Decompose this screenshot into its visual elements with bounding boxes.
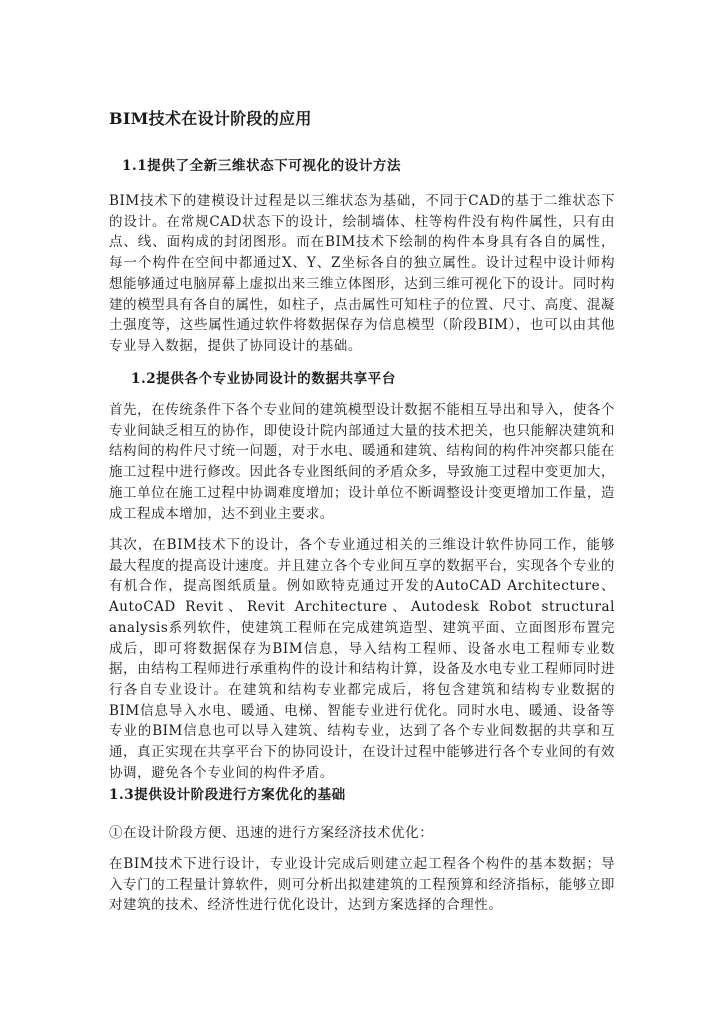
section-1-2-paragraph-2: 其次，在BIM技术下的设计，各个专业通过相关的三维设计软件协同工作，能够最大程度的提高设计速度。并且建立各个专业间互享的数据平台，实现各个专业的有机合作，提高图纸质量。例如欧特克通过开发的AutoCAD Architecture、AutoCAD Revit、Revit Architecture、Autodesk Robot structural analysis系列软件，使建筑工程师在完成建筑造型、建筑平面、立面图形布置完成后，即可将数据保存为BIM信息，导入结构工程师、设备水电工程师专业数据，由结构工程师进行承重构件的设计和结构计算，设备及水电专业工程师同时进行各自专业设计。在建筑和结构专业都完成后，将包含建筑和结构专业数据的BIM信息导入水电、暖通、电梯、智能专业进行优化。同时水电、暖通、设备等专业的BIM信息也可以导入建筑、结构专业，达到了各个专业间数据的共享和互通，真正实现在共享平台下的协同设计，在设计过程中能够进行各个专业间的有效协调，避免各个专业间的构件矛盾。 (109, 537, 615, 781)
section-1-2-heading: 1.2提供各个专业协同设计的数据共享平台 (131, 371, 396, 387)
section-1-1-paragraph: BIM技术下的建模设计过程是以三维状态为基础，不同于CAD的基于二维状态下的设计。在常规CAD状态下的设计，绘制墙体、柱等构件没有构件属性，只有由点、线、面构成的封闭图形。而在BIM技术下绘制的构件本身具有各自的属性，每一个构件在空间中都通过X、Y、Z坐标各自的独立属性。设计过程中设计师构想能够通过电脑屏幕上虚拟出来三维立体图形，达到三维可视化下的设计。同时构建的模型具有各自的属性，如柱子，点击属性可知柱子的位置、尺寸、高度、混凝土强度等，这些属性通过软件将数据保存为信息模型（阶段BIM），也可以由其他专业导入数据，提供了协同设计的基础。 (109, 193, 615, 354)
document-title: BIM技术在设计阶段的应用 (109, 109, 312, 128)
section-1-3-heading: 1.3提供设计阶段进行方案优化的基础 (109, 787, 346, 803)
section-1-1-heading: 1.1提供了全新三维状态下可视化的设计方法 (122, 158, 402, 174)
section-1-3-paragraph: 在BIM技术下进行设计，专业设计完成后则建立起工程各个构件的基本数据；导入专门的工程量计算软件，则可分析出拟建建筑的工程预算和经济指标，能够立即对建筑的技术、经济性进行优化设计，达到方案选择的合理性。 (109, 856, 615, 914)
section-1-3-subheading: ①在设计阶段方便、迅速的进行方案经济技术优化： (109, 825, 434, 841)
section-1-2-paragraph-1: 首先，在传统条件下各个专业间的建筑模型设计数据不能相互导出和导入，使各个专业间缺乏相互的协作，即使设计院内部通过大量的技术把关，也只能解决建筑和结构间的构件尺寸统一问题，对于水电、暖通和建筑、结构间的构件冲突都只能在施工过程中进行修改。因此各专业图纸间的矛盾众多，导致施工过程中变更加大，施工单位在施工过程中协调难度增加；设计单位不断调整设计变更增加工作量，造成工程成本增加，达不到业主要求。 (109, 402, 615, 522)
